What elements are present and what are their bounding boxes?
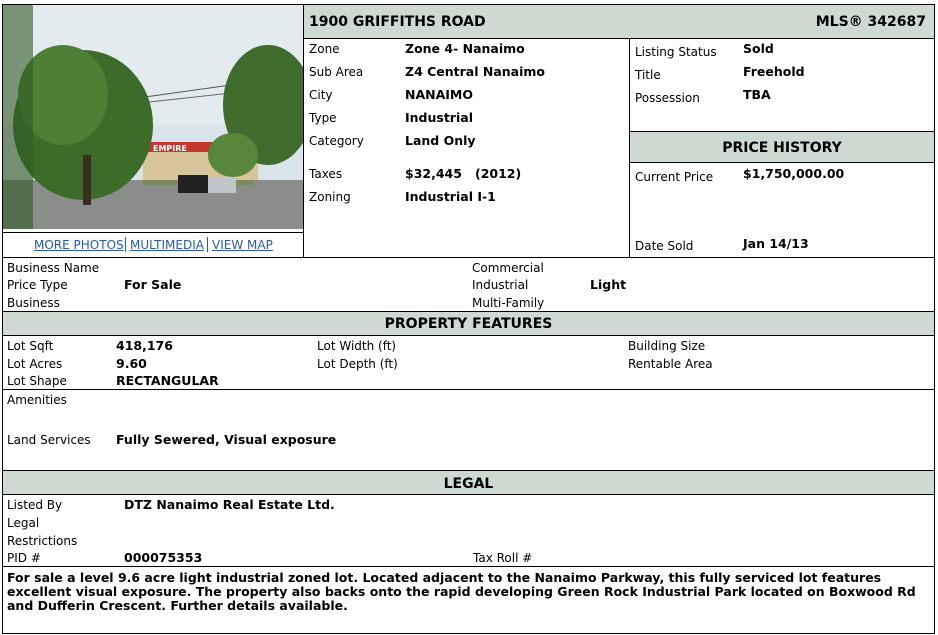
lot-acres-value: 9.60 xyxy=(116,356,147,371)
property-photo[interactable] xyxy=(3,5,303,229)
zoning-label: Zoning xyxy=(309,190,351,204)
industrial-label: Industrial xyxy=(472,278,529,292)
lot-shape-value: RECTANGULAR xyxy=(116,373,219,388)
city-label: City xyxy=(309,88,333,102)
taxes-label: Taxes xyxy=(309,167,343,181)
lot-width-label: Lot Width (ft) xyxy=(317,339,397,353)
property-photo-image xyxy=(3,5,303,229)
land-services-label: Land Services xyxy=(7,433,91,447)
divider xyxy=(303,4,304,257)
legal-heading: LEGAL xyxy=(2,470,935,495)
pid-value: 000075353 xyxy=(124,550,203,565)
listing-status-label: Listing Status xyxy=(635,45,717,59)
restrictions-label: Restrictions xyxy=(7,534,78,548)
multi-family-label: Multi-Family xyxy=(472,296,545,310)
current-price-value: $1,750,000.00 xyxy=(743,166,845,181)
category-label: Category xyxy=(309,134,364,148)
listed-by-value: DTZ Nanaimo Real Estate Ltd. xyxy=(124,497,335,512)
tax-roll-label: Tax Roll # xyxy=(473,551,533,565)
title-value: Freehold xyxy=(743,64,805,79)
legal-label: Legal xyxy=(7,516,40,530)
pid-label: PID # xyxy=(7,551,41,565)
listed-by-label: Listed By xyxy=(7,498,63,512)
type-label: Type xyxy=(309,111,337,125)
zone-label: Zone xyxy=(309,42,340,56)
lot-acres-label: Lot Acres xyxy=(7,357,63,371)
type-value: Industrial xyxy=(405,110,473,125)
photo-sign-text: EMPIRE xyxy=(153,144,187,153)
lot-sqft-label: Lot Sqft xyxy=(7,339,54,353)
title-label: Title xyxy=(635,68,661,82)
current-price-label: Current Price xyxy=(635,170,714,184)
lot-shape-label: Lot Shape xyxy=(7,374,67,388)
price-history-heading: PRICE HISTORY xyxy=(629,131,935,163)
sub-area-value: Z4 Central Nanaimo xyxy=(405,64,546,79)
divider xyxy=(2,257,935,258)
industrial-value: Light xyxy=(590,277,627,292)
property-features-heading: PROPERTY FEATURES xyxy=(2,311,935,336)
possession-label: Possession xyxy=(635,91,700,105)
business-name-label: Business Name xyxy=(7,261,100,275)
business-label: Business xyxy=(7,296,60,310)
more-photos-link[interactable]: MORE PHOTOS xyxy=(34,238,124,252)
taxes-value: $32,445 (2012) xyxy=(405,166,522,181)
property-address: 1900 GRIFFITHS ROAD xyxy=(309,14,486,30)
link-separator xyxy=(125,237,126,252)
property-description: For sale a level 9.6 acre light industrial zoned lot. Located adjacent to the Nanaimo Parkway, this fully serviced lot features excellent visual exposure. The property also backs onto the rapid developing Green Rock Industrial Park located on Boxwood Rd and Dufferin Crescent. Further details available. xyxy=(7,570,916,613)
view-map-link[interactable]: VIEW MAP xyxy=(212,238,273,252)
rentable-area-label: Rentable Area xyxy=(628,357,713,371)
date-sold-value: Jan 14/13 xyxy=(743,236,809,251)
price-type-value: For Sale xyxy=(124,277,182,292)
lot-depth-label: Lot Depth (ft) xyxy=(317,357,398,371)
link-separator xyxy=(207,237,208,252)
category-value: Land Only xyxy=(405,133,476,148)
city-value: NANAIMO xyxy=(405,87,473,102)
divider xyxy=(2,389,935,390)
zone-value: Zone 4- Nanaimo xyxy=(405,41,525,56)
land-services-value: Fully Sewered, Visual exposure xyxy=(116,432,337,447)
listing-status-value: Sold xyxy=(743,41,774,56)
commercial-label: Commercial xyxy=(472,261,544,275)
amenities-label: Amenities xyxy=(7,393,67,407)
multimedia-link[interactable]: MULTIMEDIA xyxy=(130,238,204,252)
building-size-label: Building Size xyxy=(628,339,706,353)
price-type-label: Price Type xyxy=(7,278,68,292)
date-sold-label: Date Sold xyxy=(635,239,694,253)
zoning-value: Industrial I-1 xyxy=(405,189,496,204)
mls-number: MLS® 342687 xyxy=(815,14,926,30)
possession-value: TBA xyxy=(743,87,771,102)
divider xyxy=(2,566,935,567)
lot-sqft-value: 418,176 xyxy=(116,338,173,353)
sub-area-label: Sub Area xyxy=(309,65,364,79)
